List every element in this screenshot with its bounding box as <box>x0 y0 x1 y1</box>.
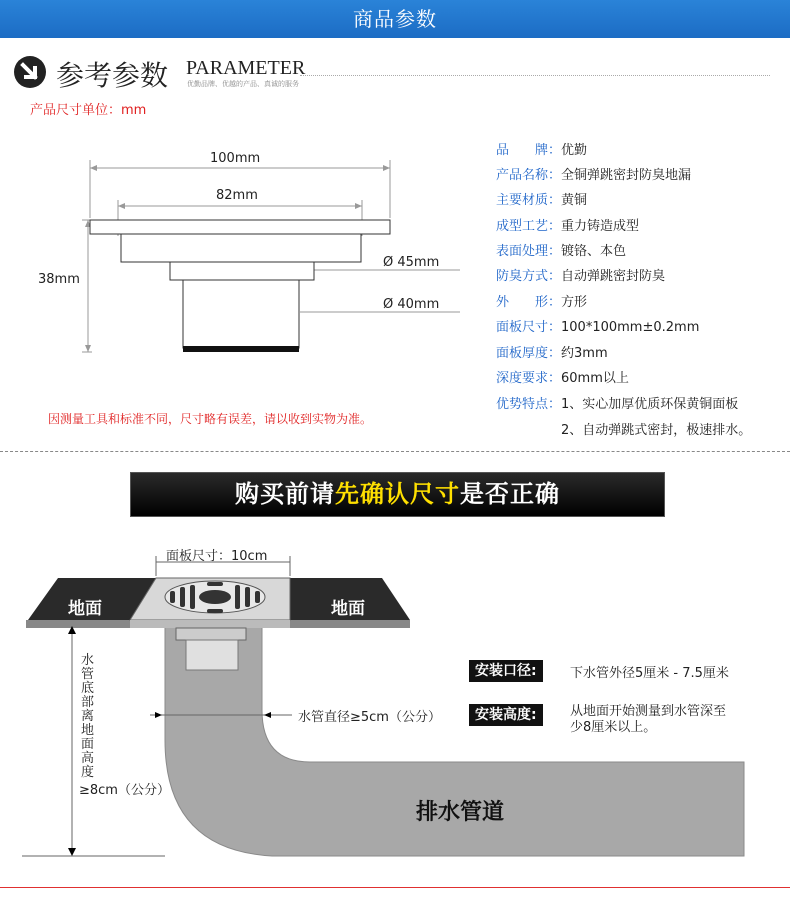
floor-label-left: 地面 <box>68 599 102 619</box>
param-row <box>496 240 626 259</box>
param-value: 约3mm <box>561 346 608 361</box>
param-value: 方形 <box>561 295 588 310</box>
param-value: 优勤 <box>561 143 588 158</box>
height-value-line2: 少8厘米以上。 <box>570 720 657 735</box>
dim-width-inner: 82mm <box>216 188 258 203</box>
dim-height: 38mm <box>38 272 80 287</box>
section-divider <box>300 75 770 76</box>
param-key: 深度要求： <box>496 371 562 386</box>
dim-dia-lower: Ø 40mm <box>383 297 440 312</box>
param-row <box>561 419 751 438</box>
param-value: 100*100mm±0.2mm <box>561 320 700 335</box>
vertical-char: 面 <box>81 737 95 752</box>
confirm-text-highlight: 先确认尺寸 <box>335 480 460 508</box>
param-row <box>496 367 629 386</box>
pipe-depth-vertical-label <box>81 654 97 780</box>
vertical-char: 地 <box>81 723 95 738</box>
param-row <box>496 215 639 234</box>
confirm-banner <box>130 472 665 517</box>
panel-size-label: 面板尺寸：10cm <box>166 549 268 564</box>
param-key: 外 形： <box>496 295 562 310</box>
pipe-diameter-label: 水管直径≥5cm（公分） <box>296 706 443 725</box>
arrow-down-right-icon <box>14 56 46 88</box>
section-title: 参考参数 <box>56 59 169 92</box>
param-value: 2、自动弹跳式密封，极速排水。 <box>561 423 752 438</box>
section-subtitle: 优勤品牌、优越的产品、真诚的服务 <box>187 80 299 88</box>
param-value: 1、实心加厚优质环保黄铜面板 <box>561 397 739 412</box>
floor-label-right: 地面 <box>331 599 365 619</box>
param-row <box>496 342 608 361</box>
section-title-en: PARAMETER <box>186 57 306 79</box>
height-tag: 安装高度: <box>469 704 543 726</box>
param-row <box>496 164 691 183</box>
dim-width-outer: 100mm <box>210 151 261 166</box>
section-divider <box>0 451 790 452</box>
banner-title: 商品参数 <box>353 7 437 31</box>
param-value: 黄铜 <box>561 193 588 208</box>
pipe-depth-value: ≥8cm（公分） <box>79 783 170 798</box>
param-row <box>496 291 587 310</box>
vertical-char: 管 <box>81 667 95 682</box>
caliber-value: 下水管外径5厘米 - 7.5厘米 <box>570 666 729 681</box>
param-key: 成型工艺： <box>496 219 562 234</box>
dimension-drawing <box>30 140 470 365</box>
param-key: 防臭方式： <box>496 269 562 284</box>
param-row <box>496 393 738 412</box>
measure-note: 因测量工具和标准不同，尺寸略有误差，请以收到实物为准。 <box>48 412 373 426</box>
param-value: 镀铬、本色 <box>561 244 627 259</box>
param-key: 产品名称： <box>496 168 562 183</box>
param-row <box>496 265 665 284</box>
param-key: 主要材质： <box>496 193 562 208</box>
vertical-char: 水 <box>81 653 95 668</box>
param-value: 重力铸造成型 <box>561 219 640 234</box>
param-key: 优势特点： <box>496 397 562 412</box>
unit-note: 产品尺寸单位：mm <box>30 103 147 118</box>
param-row <box>496 139 587 158</box>
height-value-line1: 从地面开始测量到水管深至 <box>570 704 727 719</box>
param-key: 面板尺寸： <box>496 320 562 335</box>
confirm-text-1: 购买前请 <box>235 480 335 508</box>
drain-pipe-label: 排水管道 <box>416 800 505 825</box>
param-row <box>496 189 587 208</box>
param-value: 60mm以上 <box>561 371 629 386</box>
vertical-char: 部 <box>81 695 95 710</box>
confirm-text-3: 是否正确 <box>460 480 560 508</box>
param-key: 品 牌： <box>496 143 562 158</box>
dim-dia-upper: Ø 45mm <box>383 255 440 270</box>
vertical-char: 高 <box>81 751 95 766</box>
vertical-char: 底 <box>81 681 95 696</box>
param-value: 自动弹跳密封防臭 <box>561 269 666 284</box>
param-key: 表面处理： <box>496 244 562 259</box>
param-value: 全铜弹跳密封防臭地漏 <box>561 168 692 183</box>
bottom-divider <box>0 887 790 888</box>
vertical-char: 离 <box>81 709 95 724</box>
param-key: 面板厚度： <box>496 346 562 361</box>
vertical-char: 度 <box>81 765 95 780</box>
caliber-tag: 安装口径: <box>469 660 543 682</box>
param-row <box>496 316 699 335</box>
